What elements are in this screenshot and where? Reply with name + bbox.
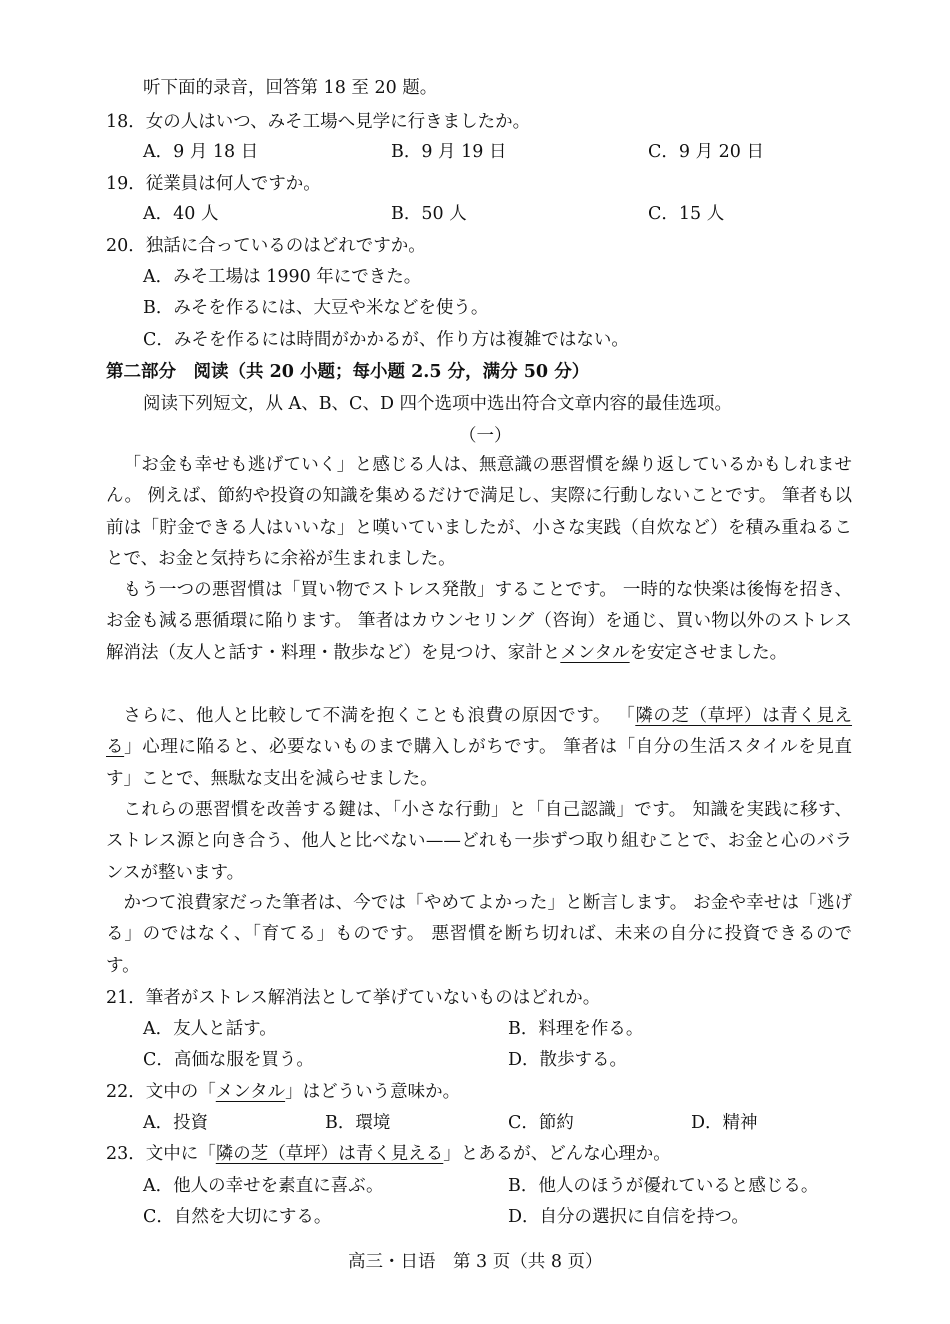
question-number: 20． bbox=[106, 236, 146, 256]
question-text: 文中に「 bbox=[145, 1144, 216, 1164]
option-23-c: C．自然を大切にする。 bbox=[143, 1207, 332, 1227]
underlined-idiom: 隣の芝（草坪）は青く見える bbox=[215, 1144, 444, 1164]
option-21-c: C．高価な服を買う。 bbox=[143, 1050, 314, 1070]
paragraph-text: もう一つの悪習慣は「買い物でストレス発散」することです。 一時的な快楽は後悔を招き、お金も減る悪循環に陥ります。 筆者はカウンセリング（咨询）を通じ、買い物以外のストレス解消法（友人と話す・料理・散歩など）を見つけ、家計と bbox=[106, 580, 852, 663]
option-19-b: B．50 人 bbox=[391, 204, 467, 224]
question-18 bbox=[106, 110, 530, 134]
question-text: 女の人はいつ、みそ工場へ見学に行きましたか。 bbox=[145, 112, 531, 132]
question-text: 」とあるが、どんな心理か。 bbox=[443, 1144, 671, 1164]
question-number: 21． bbox=[106, 988, 146, 1008]
passage-label: （一） bbox=[459, 426, 512, 446]
option-21-b: B．料理を作る。 bbox=[508, 1019, 644, 1039]
question-number: 22． bbox=[106, 1082, 146, 1102]
option-22-b: B．環境 bbox=[325, 1113, 391, 1133]
question-23 bbox=[106, 1142, 671, 1166]
option-20-c: C．みそを作るには時間がかかるが、作り方は複雑ではない。 bbox=[143, 330, 629, 350]
question-22 bbox=[106, 1080, 460, 1104]
option-22-d: D．精神 bbox=[691, 1113, 758, 1133]
passage-paragraph-2 bbox=[106, 575, 852, 669]
option-22-a: A．投資 bbox=[143, 1113, 209, 1133]
listening-intro: 听下面的录音，回答第 18 至 20 题。 bbox=[143, 78, 438, 98]
question-number: 18． bbox=[106, 112, 146, 132]
question-text: 従業員は何人ですか。 bbox=[145, 174, 321, 194]
question-21 bbox=[106, 986, 600, 1010]
option-18-c: C．9 月 20 日 bbox=[648, 142, 764, 162]
paragraph-text: 」心理に陥ると、必要ないものまで購入しがちです。 筆者は「自分の生活スタイルを見直す」ことで、無駄な支出を減らせました。 bbox=[106, 737, 852, 789]
passage-paragraph-3 bbox=[106, 701, 852, 795]
section-title: 第二部分 阅读（共 20 小题；每小题 2.5 分，满分 50 分） bbox=[106, 362, 590, 382]
passage-paragraph-5: かつて浪費家だった筆者は、今では「やめてよかった」と断言します。 お金や幸せは「逃げる」のではなく、「育てる」ものです。 悪習慣を断ち切れば、未来の自分に投資できるのです。 bbox=[106, 893, 852, 976]
paragraph-text: を安定させました。 bbox=[629, 642, 788, 663]
option-18-a: A．9 月 18 日 bbox=[143, 142, 259, 162]
passage-paragraph-1: 「お金も幸せも逃げていく」と感じる人は、無意識の悪習慣を繰り返しているかもしれません。 例えば、節約や投資の知識を集めるだけで満足し、実際に行動しないことです。 筆者も以前は「貯金できる人はいいな」と嘆いていましたが、小さな実践（自炊など）を積み重ねることで、お金と気持ちに余裕が生まれました。 bbox=[106, 455, 852, 570]
question-20 bbox=[106, 234, 426, 258]
underlined-idiom: 隣の芝（草坪）は青く見える bbox=[106, 706, 853, 758]
question-number: 23． bbox=[106, 1144, 146, 1164]
question-text: 」はどういう意味か。 bbox=[285, 1082, 461, 1102]
question-19 bbox=[106, 172, 321, 196]
underlined-mental: メンタル bbox=[215, 1082, 286, 1102]
option-21-a: A．友人と話す。 bbox=[143, 1019, 277, 1039]
section-instruction: 阅读下列短文，从 A、B、C、D 四个选项中选出符合文章内容的最佳选项。 bbox=[143, 394, 733, 414]
option-20-a: A．みそ工場は 1990 年にできた。 bbox=[143, 267, 422, 287]
page-footer: 高三・日语 第 3 页（共 8 页） bbox=[348, 1252, 603, 1272]
option-21-d: D．散歩する。 bbox=[508, 1050, 628, 1070]
question-number: 19． bbox=[106, 174, 146, 194]
question-text: 文中の「 bbox=[145, 1082, 216, 1102]
option-19-a: A．40 人 bbox=[143, 204, 219, 224]
passage-paragraph-4: これらの悪習慣を改善する鍵は、「小さな行動」と「自己認識」です。 知識を実践に移す、ストレス源と向き合う、他人と比べない——どれも一歩ずつ取り組むことで、お金と心のバランスが整います。 bbox=[106, 800, 852, 883]
underlined-mental: メンタル bbox=[560, 642, 630, 663]
paragraph-text: さらに、他人と比較して不満を抱くことも浪費の原因です。 「 bbox=[123, 706, 636, 726]
option-19-c: C．15 人 bbox=[648, 204, 725, 224]
option-23-b: B．他人のほうが優れていると感じる。 bbox=[508, 1176, 819, 1196]
option-18-b: B．9 月 19 日 bbox=[391, 142, 507, 162]
option-23-a: A．他人の幸せを素直に喜ぶ。 bbox=[143, 1176, 384, 1196]
question-text: 独話に合っているのはどれですか。 bbox=[145, 236, 426, 256]
question-text: 筆者がストレス解消法として挙げていないものはどれか。 bbox=[145, 988, 601, 1008]
option-23-d: D．自分の選択に自信を持つ。 bbox=[508, 1207, 749, 1227]
option-22-c: C．節約 bbox=[508, 1113, 574, 1133]
option-20-b: B．みそを作るには、大豆や米などを使う。 bbox=[143, 298, 489, 318]
